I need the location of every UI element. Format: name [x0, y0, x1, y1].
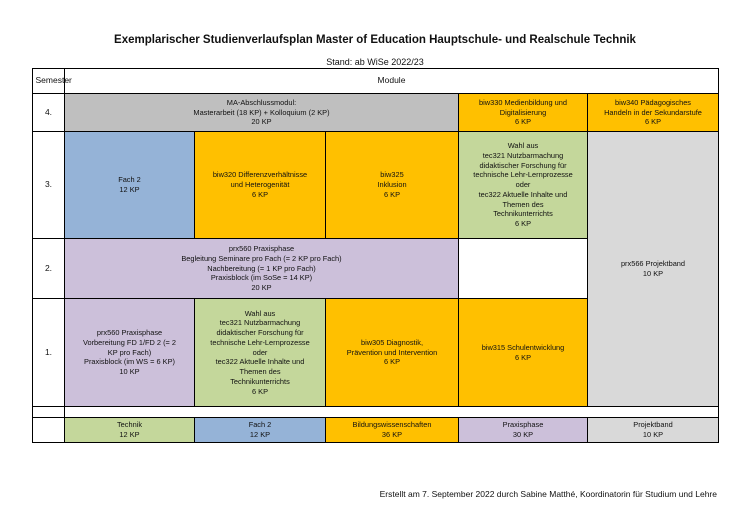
biw320-line-1: biw320 Differenzverhältnisse	[212, 170, 308, 180]
wahl1-line-1: Wahl aus	[244, 308, 276, 318]
wahl3-line-8: Technikunterrichts	[493, 209, 553, 219]
biw330-line-3: 6 KP	[514, 117, 532, 127]
module-header	[64, 68, 719, 94]
semester-1-label	[32, 298, 65, 407]
semester-2-text: 2.	[44, 262, 53, 273]
praxis2-line-5: 20 KP	[251, 283, 272, 293]
semester-3-label	[32, 131, 65, 239]
praxis1-line-4: Praxisblock (im WS = 6 KP)	[84, 357, 175, 367]
summary-projekt-label: Projektband	[633, 420, 673, 430]
empty-semester2-cell	[458, 238, 588, 299]
biw315-cell	[458, 298, 588, 407]
semester-4-text: 4.	[44, 106, 53, 117]
wahl3-line-7: Themen des	[502, 199, 544, 209]
biw325-line-2: Inklusion	[377, 180, 407, 190]
wahl1-line-2: tec321 Nutzbarmachung	[219, 318, 301, 328]
wahl1-line-4: technische Lehr-Lernprozesse	[210, 337, 310, 347]
biw340-line-2: Handeln in der Sekundarstufe	[604, 107, 702, 117]
page-title: Exemplarischer Studienverlaufsplan Master of Education Hauptschule- und Realschule Technik	[114, 34, 636, 46]
projektband-cell	[587, 131, 719, 407]
biw340-line-3: 6 KP	[644, 117, 662, 127]
semester-3-text: 3.	[44, 179, 53, 190]
semester-1-text: 1.	[44, 346, 53, 357]
biw325-cell	[325, 131, 459, 239]
biw330-line-1: biw330 Medienbildung und	[479, 97, 567, 107]
summary-technik-label: Technik	[116, 420, 143, 430]
wahl3-line-1: Wahl aus	[507, 141, 539, 151]
biw340-cell	[587, 93, 719, 132]
semester-2-label	[32, 238, 65, 299]
wahl1-line-3: didaktischer Forschung für	[216, 328, 304, 338]
ma-line-2: Masterarbeit (18 KP) + Kolloquium (2 KP)	[193, 107, 330, 117]
biw340-line-1: biw340 Pädagogisches	[614, 97, 691, 107]
biw325-line-3: 6 KP	[383, 189, 401, 199]
biw320-line-3: 6 KP	[251, 189, 269, 199]
wahl-semester3-cell	[458, 131, 588, 239]
summary-praxis-label: Praxisphase	[502, 420, 544, 430]
wahl3-line-6: tec322 Aktuelle Inhalte und	[478, 189, 568, 199]
summary-biw-label: Bildungswissenschaften	[352, 420, 432, 430]
praxisphase-semester2-cell	[64, 238, 459, 299]
praxis2-line-1: prx560 Praxisphase	[228, 244, 295, 254]
wahl-semester1-cell	[194, 298, 326, 407]
biw330-line-2: Digitalisierung	[499, 107, 547, 117]
page-subtitle: Stand: ab WiSe 2022/23	[326, 57, 424, 67]
summary-technik	[64, 417, 195, 443]
biw315-line-2: 6 KP	[514, 352, 532, 362]
projekt-line-1: prx566 Projektband	[620, 259, 686, 269]
footer-note: Erstellt am 7. September 2022 durch Sabine Matthé, Koordinatorin für Studium und Lehre	[379, 489, 717, 499]
fach2-line-1: Fach 2	[118, 175, 141, 185]
biw325-line-1: biw325	[380, 170, 404, 180]
summary-projekt-kp: 10 KP	[642, 430, 664, 439]
praxisphase-semester1-cell	[64, 298, 195, 407]
wahl3-line-5: oder	[515, 180, 531, 190]
praxis1-line-3: KP pro Fach)	[107, 347, 152, 357]
wahl1-line-9: 6 KP	[251, 386, 269, 396]
wahl1-line-7: Themen des	[239, 367, 281, 377]
semester-header	[32, 68, 72, 94]
wahl1-line-8: Technikunterrichts	[230, 376, 290, 386]
biw315-line-1: biw315 Schulentwicklung	[481, 342, 565, 352]
wahl3-line-3: didaktischer Forschung für	[479, 160, 567, 170]
semester-header-label: Semester	[35, 75, 72, 86]
wahl3-line-2: tec321 Nutzbarmachung	[482, 150, 564, 160]
ma-line-1: MA-Abschlussmodul:	[226, 97, 297, 107]
biw320-cell	[194, 131, 326, 239]
biw330-cell	[458, 93, 588, 132]
summary-fach2-kp: 12 KP	[249, 430, 271, 439]
praxis1-line-5: 10 KP	[119, 367, 140, 377]
ma-line-3: 20 KP	[251, 117, 272, 127]
summary-left-cell	[32, 417, 65, 443]
wahl3-line-9: 6 KP	[514, 219, 532, 229]
summary-technik-kp: 12 KP	[119, 430, 140, 439]
biw305-line-3: 6 KP	[383, 357, 401, 367]
fach2-cell	[64, 131, 195, 239]
summary-biw-kp: 36 KP	[381, 430, 403, 439]
praxis2-line-4: Praxisblock (im SoSe = 14 KP)	[210, 273, 313, 283]
wahl3-line-4: technische Lehr-Lernprozesse	[473, 170, 573, 180]
projekt-line-2: 10 KP	[642, 269, 664, 278]
semester-4-label	[32, 93, 65, 132]
biw305-cell	[325, 298, 459, 407]
fach2-line-2: 12 KP	[119, 185, 140, 194]
praxis1-line-1: prx560 Praxisphase	[96, 328, 163, 338]
ma-abschlussmodul-cell	[64, 93, 459, 132]
summary-fach2	[194, 417, 326, 443]
wahl1-line-5: oder	[252, 347, 268, 357]
praxis2-line-3: Nachbereitung (= 1 KP pro Fach)	[207, 263, 316, 273]
summary-bildungswissenschaften	[325, 417, 459, 443]
praxis1-line-2: Vorbereitung FD 1/FD 2 (= 2	[82, 337, 177, 347]
biw320-line-2: und Heterogenität	[230, 180, 290, 190]
summary-praxis-kp: 30 KP	[512, 430, 534, 439]
module-header-label: Module	[377, 75, 406, 86]
summary-projektband	[587, 417, 719, 443]
praxis2-line-2: Begleitung Seminare pro Fach (= 2 KP pro Fach)	[181, 253, 342, 263]
wahl1-line-6: tec322 Aktuelle Inhalte und	[215, 357, 305, 367]
biw305-line-2: Prävention und Intervention	[346, 347, 438, 357]
biw305-line-1: biw305 Diagnostik,	[360, 337, 424, 347]
summary-praxisphase	[458, 417, 588, 443]
summary-fach2-label: Fach 2	[248, 420, 272, 430]
